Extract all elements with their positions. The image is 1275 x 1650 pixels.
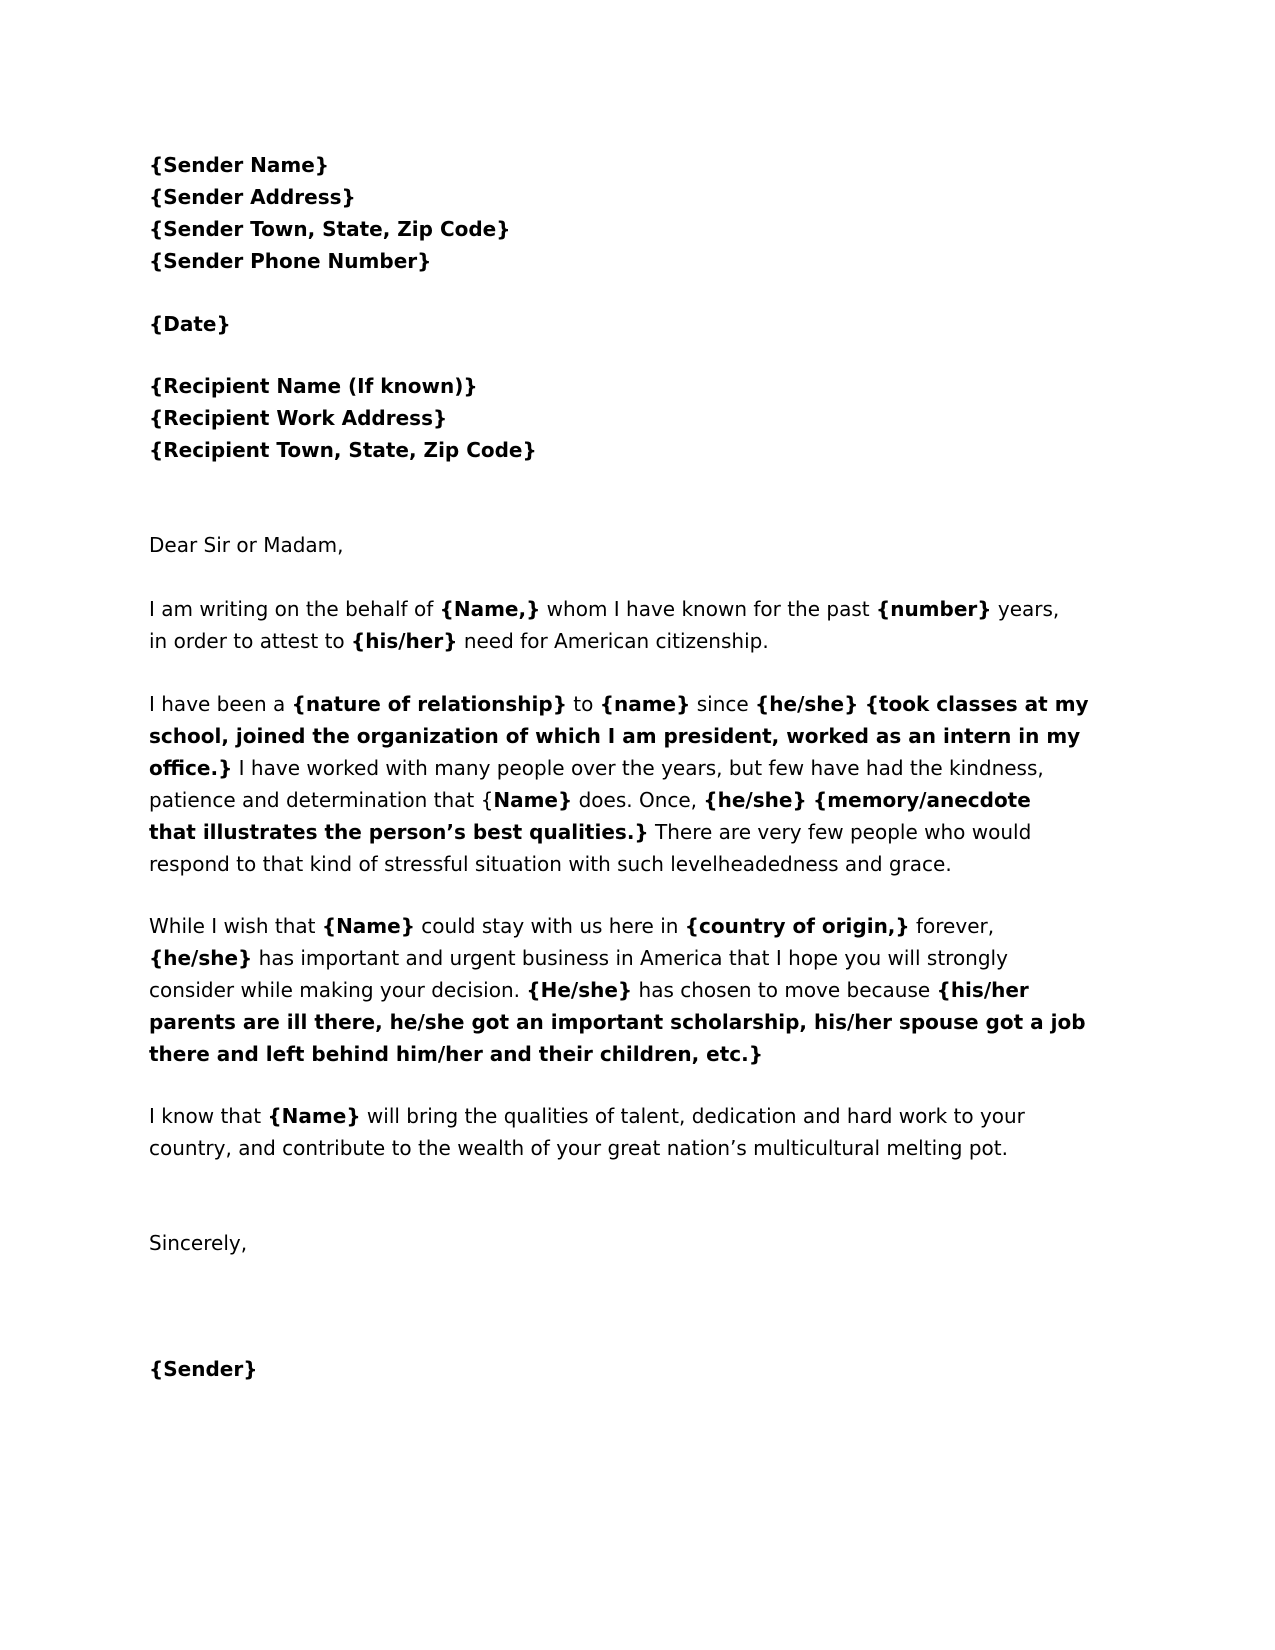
signature-block: [149, 1353, 1129, 1385]
salutation-block: [149, 529, 1129, 561]
placeholder-text: that illustrates the person’s best qualities.}: [149, 820, 649, 844]
paragraph-line: [149, 593, 1129, 625]
body-text: patience and determination that {: [149, 788, 494, 812]
placeholder-text: {his/her}: [351, 629, 458, 653]
body-text: could stay with us here in: [414, 914, 685, 938]
paragraph-line: [149, 1038, 1129, 1070]
sender-address: {Sender Address}: [149, 185, 356, 209]
body-text: I am writing on the behalf of: [149, 597, 440, 621]
paragraph-line: [149, 974, 1129, 1006]
placeholder-text: {Name,}: [439, 597, 541, 621]
letter-date: {Date}: [149, 312, 231, 336]
paragraph-line: [149, 1006, 1129, 1038]
placeholder-text: there and left behind him/her and their children, etc.}: [149, 1042, 763, 1066]
closing: Sincerely,: [149, 1231, 248, 1255]
body-text: consider while making your decision.: [149, 978, 527, 1002]
placeholder-text: {his/her: [936, 978, 1029, 1002]
body-paragraph-4: [149, 1100, 1129, 1164]
placeholder-text: office.}: [149, 756, 233, 780]
body-text: country, and contribute to the wealth of your great nation’s multicultural melting pot.: [149, 1136, 1008, 1160]
paragraph-line: [149, 784, 1129, 816]
paragraph-line: [149, 1132, 1129, 1164]
recipient-town: {Recipient Town, State, Zip Code}: [149, 438, 537, 462]
body-text: whom I have known for the past: [540, 597, 876, 621]
body-text: forever,: [909, 914, 995, 938]
body-text: has chosen to move because: [632, 978, 937, 1002]
body-text: There are very few people who would: [648, 820, 1032, 844]
paragraph-line: [149, 752, 1129, 784]
placeholder-text: {name}: [599, 692, 691, 716]
paragraph-line: [149, 625, 1129, 657]
body-paragraph-1: [149, 593, 1129, 657]
placeholder-text: {Name}: [321, 914, 415, 938]
paragraph-line: [149, 942, 1129, 974]
sender-town: {Sender Town, State, Zip Code}: [149, 217, 511, 241]
date-block: [149, 308, 1129, 340]
placeholder-text: {he/she}: [755, 692, 859, 716]
recipient-block: [149, 370, 1129, 466]
placeholder-text: parents are ill there, he/she got an important scholarship, his/her spouse got a job: [149, 1010, 1086, 1034]
paragraph-line: [149, 688, 1129, 720]
body-paragraph-2: [149, 688, 1129, 880]
placeholder-text: Name}: [493, 788, 573, 812]
closing-block: [149, 1227, 1129, 1259]
body-text: I have been a: [149, 692, 292, 716]
paragraph-line: [149, 1100, 1129, 1132]
recipient-address: {Recipient Work Address}: [149, 406, 448, 430]
placeholder-text: {memory/anecdote: [813, 788, 1031, 812]
placeholder-text: {Name}: [267, 1104, 361, 1128]
body-text: need for American citizenship.: [457, 629, 769, 653]
body-text: since: [690, 692, 756, 716]
sender-phone: {Sender Phone Number}: [149, 249, 432, 273]
signature: {Sender}: [149, 1357, 258, 1381]
sender-name: {Sender Name}: [149, 153, 330, 177]
recipient-name: {Recipient Name (If known)}: [149, 374, 478, 398]
placeholder-text: {took classes at my: [864, 692, 1089, 716]
placeholder-text: {he/she}: [703, 788, 807, 812]
body-text: years,: [991, 597, 1060, 621]
placeholder-text: {nature of relationship}: [291, 692, 567, 716]
body-text: I know that: [149, 1104, 268, 1128]
salutation: Dear Sir or Madam,: [149, 533, 344, 557]
body-text: will bring the qualities of talent, dedication and hard work to your: [360, 1104, 1025, 1128]
paragraph-line: [149, 910, 1129, 942]
body-text: in order to attest to: [149, 629, 352, 653]
placeholder-text: {he/she}: [149, 946, 253, 970]
body-text: has important and urgent business in America that I hope you will strongly: [252, 946, 1008, 970]
sender-block: [149, 149, 1129, 277]
paragraph-line: [149, 848, 1129, 880]
paragraph-line: [149, 816, 1129, 848]
body-text: I have worked with many people over the years, but few have had the kindness,: [232, 756, 1044, 780]
placeholder-text: {number}: [875, 597, 992, 621]
body-text: to: [566, 692, 600, 716]
body-paragraph-3: [149, 910, 1129, 1070]
placeholder-text: {country of origin,}: [684, 914, 910, 938]
placeholder-text: {He/she}: [526, 978, 633, 1002]
body-text: respond to that kind of stressful situation with such levelheadedness and grace.: [149, 852, 952, 876]
placeholder-text: school, joined the organization of which I am president, worked as an intern in my: [149, 724, 1081, 748]
body-text: While I wish that: [149, 914, 322, 938]
paragraph-line: [149, 720, 1129, 752]
body-text: does. Once,: [572, 788, 704, 812]
